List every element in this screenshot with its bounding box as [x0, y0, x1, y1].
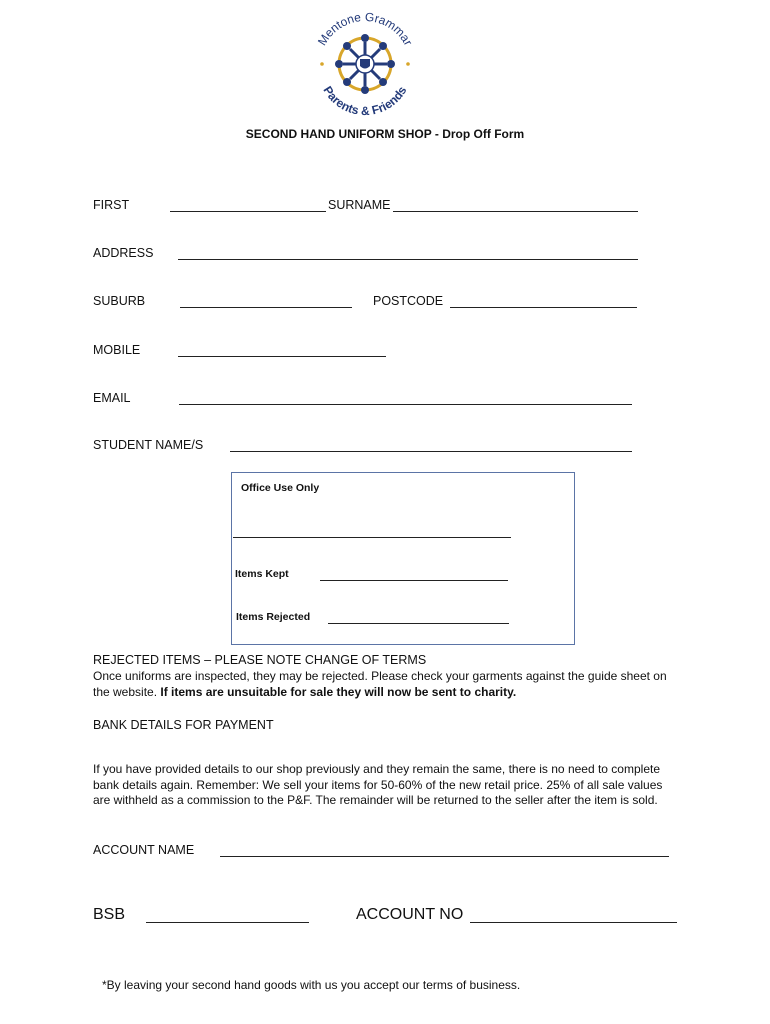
logo-graphic — [300, 8, 430, 116]
student-names-field[interactable] — [230, 451, 632, 452]
address-field[interactable] — [178, 259, 638, 260]
items-kept-field[interactable] — [320, 580, 508, 581]
account-name-label: ACCOUNT NAME — [93, 843, 195, 857]
mobile-label: MOBILE — [93, 343, 141, 357]
postcode-field[interactable] — [450, 307, 637, 308]
rejected-body: Once uniforms are inspected, they may be rejected. Please check your garments against the guide sheet on the website. — [93, 669, 667, 699]
logo-top-text: Mentone Grammar — [314, 9, 416, 48]
items-kept-label: Items Kept — [235, 568, 289, 580]
suburb-label: SUBURB — [93, 294, 146, 308]
bsb-label: BSB — [93, 906, 126, 923]
rejected-paragraph — [93, 669, 668, 700]
pf-logo — [300, 8, 430, 116]
bank-paragraph: If you have provided details to our shop previously and they remain the same, there is no need to complete bank details again. Remember: We sell your items for 50-60% of the new retail price. 25% of all sale values are withheld as a commission to the P&F. The remainder will be returned to the seller after the item is sold. — [93, 762, 663, 807]
student-names-label: STUDENT NAME/S — [93, 438, 204, 452]
rejected-emphasis: If items are unsuitable for sale they will now be sent to charity. — [160, 684, 517, 699]
terms-footer: *By leaving your second hand goods with us you accept our terms of business. — [102, 978, 521, 992]
bank-heading: BANK DETAILS FOR PAYMENT — [93, 718, 274, 732]
office-use-heading: Office Use Only — [241, 482, 320, 494]
logo-bottom-text: Parents & Friends — [320, 83, 410, 116]
suburb-field[interactable] — [180, 307, 352, 308]
account-no-field[interactable] — [470, 922, 677, 923]
email-field[interactable] — [179, 404, 632, 405]
first-label: FIRST — [93, 198, 130, 212]
email-label: EMAIL — [93, 391, 131, 405]
surname-field[interactable] — [393, 211, 638, 212]
items-rejected-label: Items Rejected — [236, 611, 311, 623]
bsb-field[interactable] — [146, 922, 309, 923]
address-label: ADDRESS — [93, 246, 154, 260]
first-name-field[interactable] — [170, 211, 326, 212]
mobile-field[interactable] — [178, 356, 386, 357]
account-no-label: ACCOUNT NO — [356, 906, 464, 923]
items-rejected-field[interactable] — [328, 623, 509, 624]
postcode-label: POSTCODE — [373, 294, 444, 308]
account-name-field[interactable] — [220, 856, 669, 857]
office-use-line[interactable] — [233, 537, 511, 538]
rejected-heading: REJECTED ITEMS – PLEASE NOTE CHANGE OF TERMS — [93, 653, 427, 667]
form-title: SECOND HAND UNIFORM SHOP - Drop Off Form — [245, 127, 525, 141]
surname-label: SURNAME — [328, 198, 391, 212]
